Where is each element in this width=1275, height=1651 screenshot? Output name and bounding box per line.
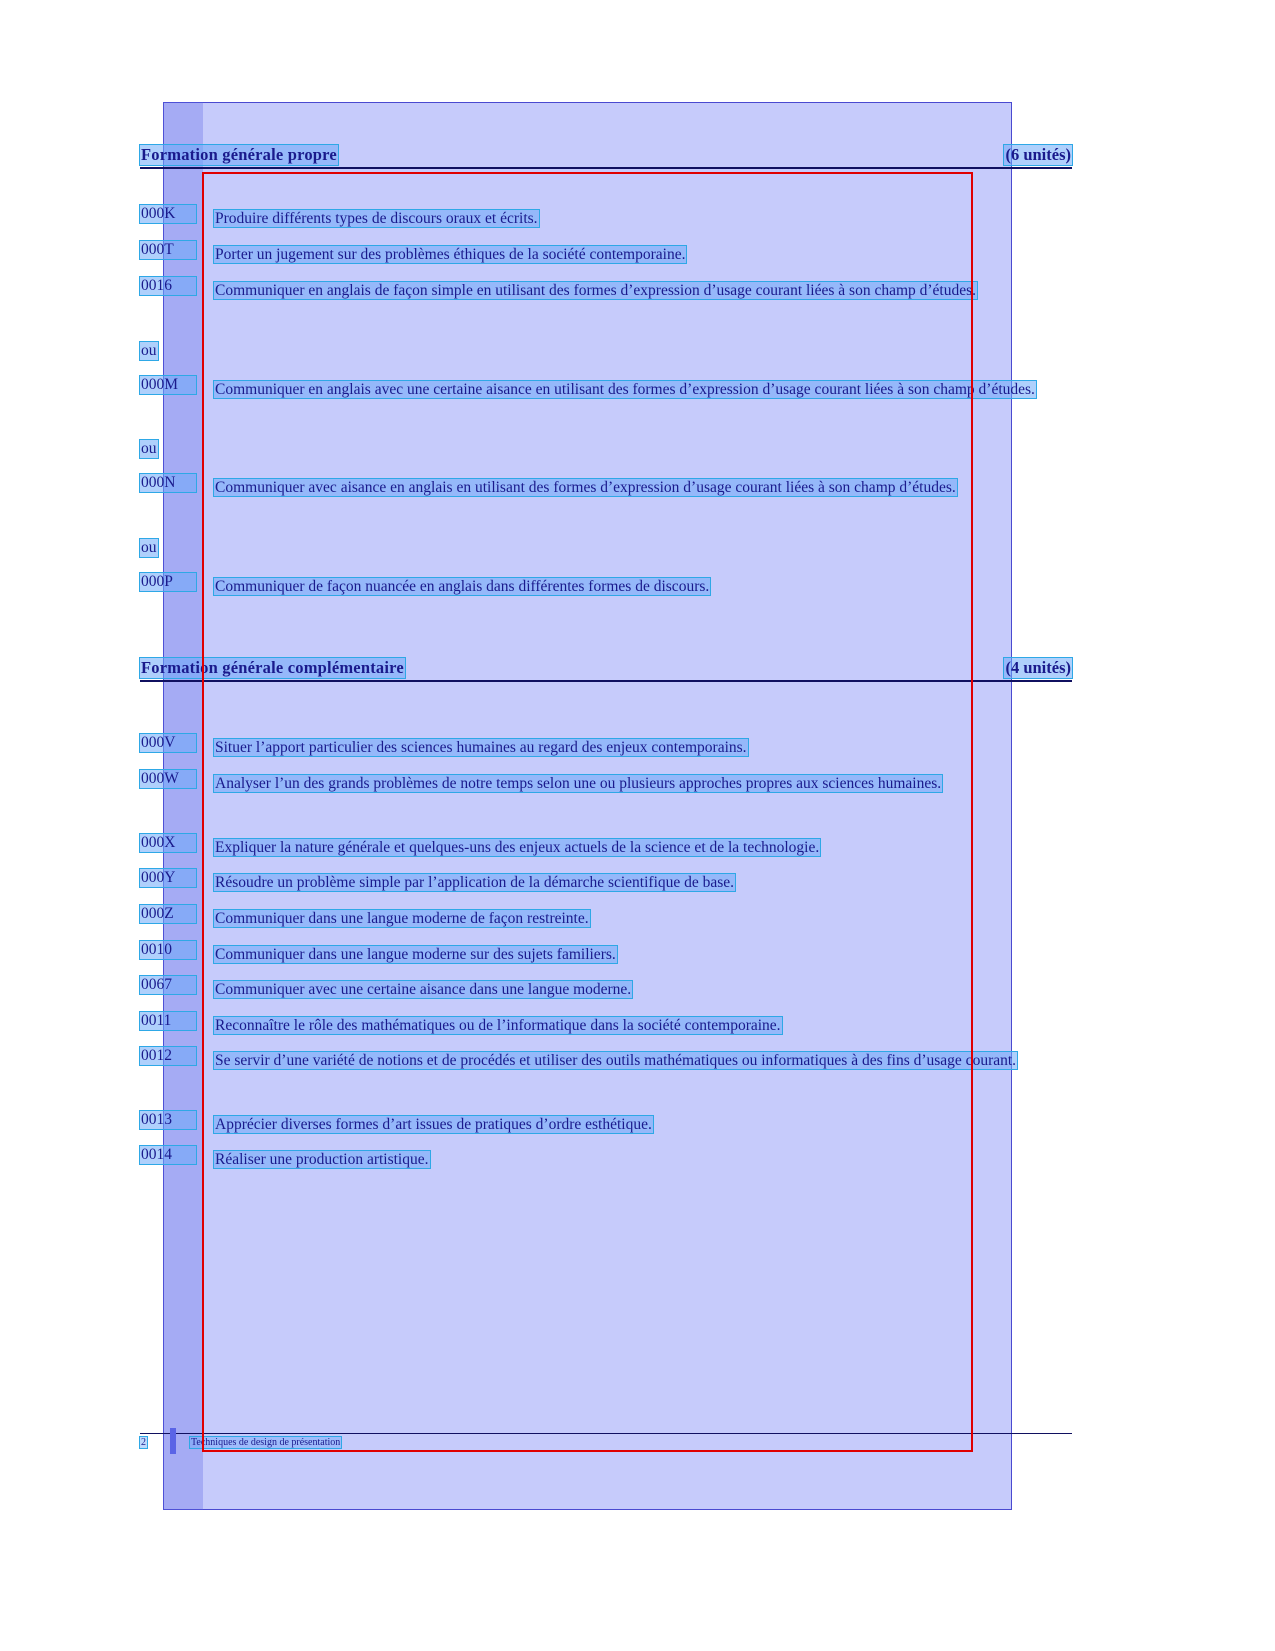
section-header-formation-generale-complementaire — [140, 658, 1072, 682]
competency-text: Expliquer la nature générale et quelques-uns des enjeux actuels de la science et de la technologie. — [215, 839, 820, 856]
footer-text: Techniques de design de présentation — [191, 1437, 341, 1448]
competency-description — [214, 905, 1072, 932]
competency-description — [214, 869, 1072, 896]
competency-text: Communiquer avec une certaine aisance dans une langue moderne. — [215, 981, 632, 998]
competency-description — [214, 734, 1072, 761]
competency-code: 0012 — [140, 1047, 196, 1065]
competency-description — [214, 976, 1072, 1003]
competency-text: Communiquer en anglais avec une certaine aisance en utilisant des formes d’expression d’usage courant liées à son champ d’études. — [215, 381, 1035, 398]
alternative-separator: ou — [141, 539, 157, 556]
competency-text: Communiquer avec aisance en anglais en utilisant des formes d’expression d’usage courant liées à son champ d’études. — [215, 479, 956, 496]
text-cursor — [170, 1428, 176, 1454]
competency-code: 0013 — [140, 1111, 196, 1129]
section-title: Formation générale complémentaire — [141, 658, 404, 677]
competency-description — [214, 941, 1072, 968]
competency-code: 000V — [140, 734, 196, 752]
competency-code: 000X — [140, 834, 196, 852]
alternative-separator: ou — [141, 342, 157, 359]
footer-divider — [140, 1433, 1072, 1434]
competency-text: Réaliser une production artistique. — [215, 1151, 429, 1168]
competency-text: Porter un jugement sur des problèmes éthiques de la société contemporaine. — [215, 246, 686, 263]
competency-description — [214, 277, 1072, 304]
competency-text: Résoudre un problème simple par l’application de la démarche scientifique de base. — [215, 874, 735, 891]
competency-description — [214, 1012, 1072, 1039]
competency-text: Situer l’apport particulier des sciences humaines au regard des enjeux contemporains. — [215, 739, 747, 756]
competency-text: Analyser l’un des grands problèmes de notre temps selon une ou plusieurs approches propres aux sciences humaines. — [215, 775, 942, 792]
competency-text: Apprécier diverses formes d’art issues de pratiques d’ordre esthétique. — [215, 1116, 652, 1133]
competency-code: 0011 — [140, 1012, 196, 1030]
competency-description — [214, 1047, 1072, 1074]
competency-description — [214, 573, 1072, 600]
footer-page-number: 2 — [141, 1437, 146, 1448]
competency-description — [214, 376, 1072, 403]
competency-text: Communiquer de façon nuancée en anglais dans différentes formes de discours. — [215, 578, 710, 595]
section-header-formation-generale-propre — [140, 145, 1072, 169]
competency-text: Communiquer dans une langue moderne sur des sujets familiers. — [215, 946, 616, 963]
competency-code: 000Z — [140, 905, 196, 923]
competency-code: 0014 — [140, 1146, 196, 1164]
competency-description — [214, 834, 1072, 861]
page-footer — [140, 1437, 1072, 1453]
competency-text: Se servir d’une variété de notions et de procédés et utiliser des outils mathématiques ou informatiques à des fins d’usage courant. — [215, 1052, 1017, 1069]
competency-code: 0067 — [140, 976, 196, 994]
competency-code: 000P — [140, 573, 196, 591]
competency-description — [214, 1111, 1072, 1138]
competency-code: 000K — [140, 205, 196, 223]
competency-description — [214, 205, 1072, 232]
competency-code: 000T — [140, 241, 196, 259]
competency-code: 000N — [140, 474, 196, 492]
section-title: Formation générale propre — [141, 145, 337, 164]
competency-description — [214, 770, 1072, 797]
competency-code: 0016 — [140, 277, 196, 295]
section-units: (6 unités) — [1005, 145, 1071, 164]
competency-text: Communiquer dans une langue moderne de façon restreinte. — [215, 910, 589, 927]
competency-description — [214, 1146, 1072, 1173]
competency-description — [214, 474, 1072, 501]
competency-text: Produire différents types de discours oraux et écrits. — [215, 210, 538, 227]
competency-code: 000Y — [140, 869, 196, 887]
competency-text: Communiquer en anglais de façon simple en utilisant des formes d’expression d’usage courant liées à son champ d’études. — [215, 282, 977, 299]
section-units: (4 unités) — [1005, 658, 1071, 677]
competency-code: 000M — [140, 376, 196, 394]
competency-code: 0010 — [140, 941, 196, 959]
alternative-separator: ou — [141, 440, 157, 457]
competency-code: 000W — [140, 770, 196, 788]
competency-text: Reconnaître le rôle des mathématiques ou de l’informatique dans la société contemporaine. — [215, 1017, 781, 1034]
competency-description — [214, 241, 1072, 268]
